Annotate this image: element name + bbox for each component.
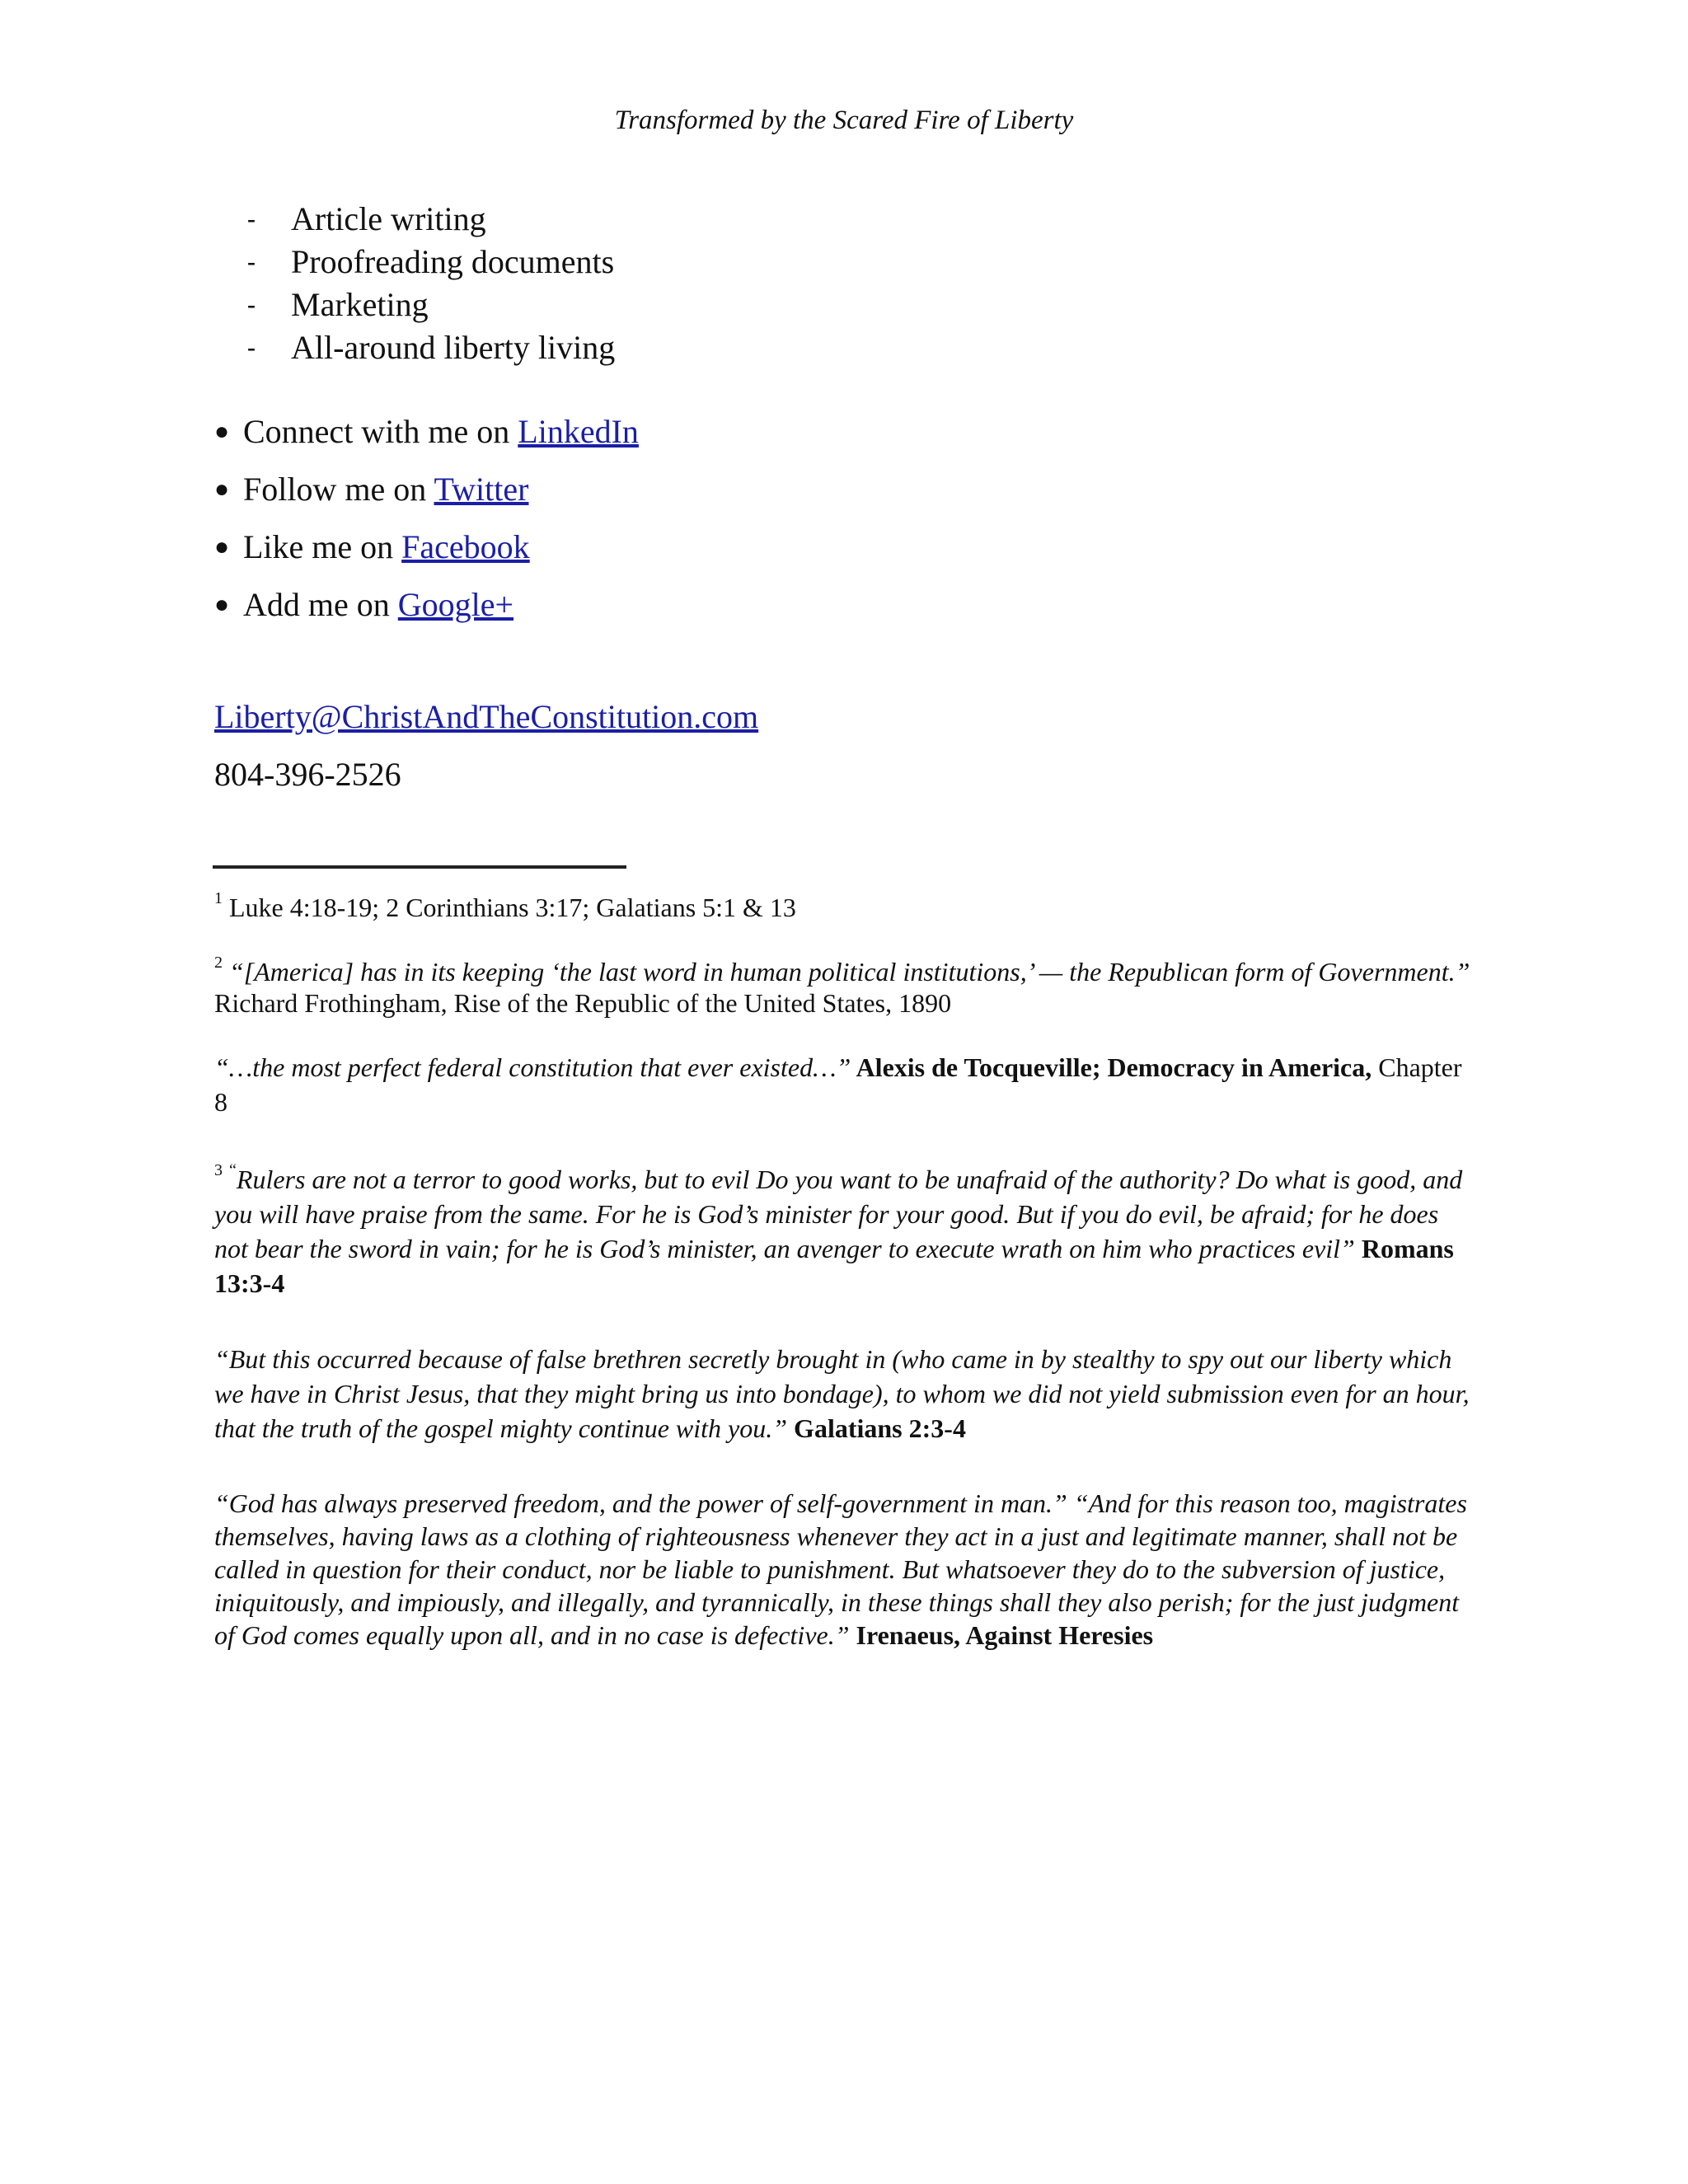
social-links-list: [214, 403, 639, 634]
footnote-1: $^1$ Luke 4:18-19; 2 Corinthians 3:17; Galatians 5:1 & 13: [214, 889, 796, 922]
list-item: - All-around liberty living: [247, 326, 615, 369]
footnotes: [214, 890, 1475, 1652]
phone-number: 804-396-2526: [214, 756, 401, 793]
google-plus-link[interactable]: Google+: [397, 586, 514, 623]
social-item-facebook: ● Like me on Facebook: [214, 518, 639, 576]
list-item: - Article writing: [247, 198, 615, 241]
footnote-3-quote-2: “But this occurred because of false brethren secretly brought in (who came in by stealthy to spy out our liberty which we have in Christ Jesus, that they might bring us into bondage), to whom we did not yield submission even for an hour, that the truth of the gospel mighty continue with you.” Galatians 2:3-4: [214, 1344, 1470, 1443]
list-item: - Marketing: [247, 284, 615, 326]
facebook-link[interactable]: Facebook: [401, 528, 530, 565]
dash-bullet-icon: -: [247, 205, 256, 232]
social-item-linkedin: ● Connect with me on LinkedIn: [214, 403, 639, 461]
footnote-separator: [213, 865, 626, 869]
running-header: Transformed by the Scared Fire of Liberty: [614, 105, 1074, 135]
bullet-icon: ●: [214, 591, 230, 618]
services-list: [247, 198, 615, 369]
bullet-icon: ●: [214, 418, 230, 445]
list-item: - Proofreading documents: [247, 241, 615, 284]
email-line: [214, 694, 758, 740]
footnote-3-quote-3: “God has always preserved freedom, and the power of self-government in man.” “And for this reason too, magistrates themselves, having laws as a clothing of righteousness whenever they act in a just and legitimate manner, shall not be called in question for their conduct, nor be liable to punishment. But whatsoever they do to the subversion of justice, iniquitously, and impiously, and illegally, and tyrannically, in these things shall they also perish; for the just judgment of God comes equally upon all, and in no case is defective.” Irenaeus, Against Heresies: [214, 1488, 1467, 1650]
footnote-marker: 2: [214, 954, 223, 972]
dash-bullet-icon: -: [247, 291, 256, 318]
dash-bullet-icon: -: [247, 334, 256, 361]
twitter-link[interactable]: Twitter: [434, 471, 529, 508]
footnote-marker: 3: [214, 1161, 223, 1180]
social-item-google-plus: ● Add me on Google+: [214, 576, 639, 634]
linkedin-link[interactable]: LinkedIn: [518, 413, 639, 450]
footnote-3: $^3$ “Rulers are not a terror to good works, but to evil Do you want to be unafraid of the authority? Do what is good, and you will have praise from the same. For he is God’s minister for your good. But if you do evil, be afraid; for he does not bear the sword in vain; for he is God’s minister, an avenger to execute wrath on him who practices evil” Romans 13:3-4: [214, 1161, 1463, 1298]
dash-bullet-icon: -: [247, 248, 256, 275]
bullet-icon: ●: [214, 476, 230, 503]
email-link[interactable]: Liberty@ChristAndTheConstitution.com: [214, 698, 759, 735]
footnote-2: $^2$ “[America] has in its keeping ‘the last word in human political institutions,’ — the Republican form of Government.” Richard Frothingham, Rise of the Republic of the United States, 1890: [214, 954, 1470, 1018]
footnote-2-quote: “…the most perfect federal constitution that ever existed…” Alexis de Tocqueville; Democracy in America, Chapter 8: [214, 1052, 1462, 1117]
bullet-icon: ●: [214, 533, 230, 560]
footnote-marker: 1: [214, 889, 223, 908]
social-item-twitter: ● Follow me on Twitter: [214, 461, 639, 518]
